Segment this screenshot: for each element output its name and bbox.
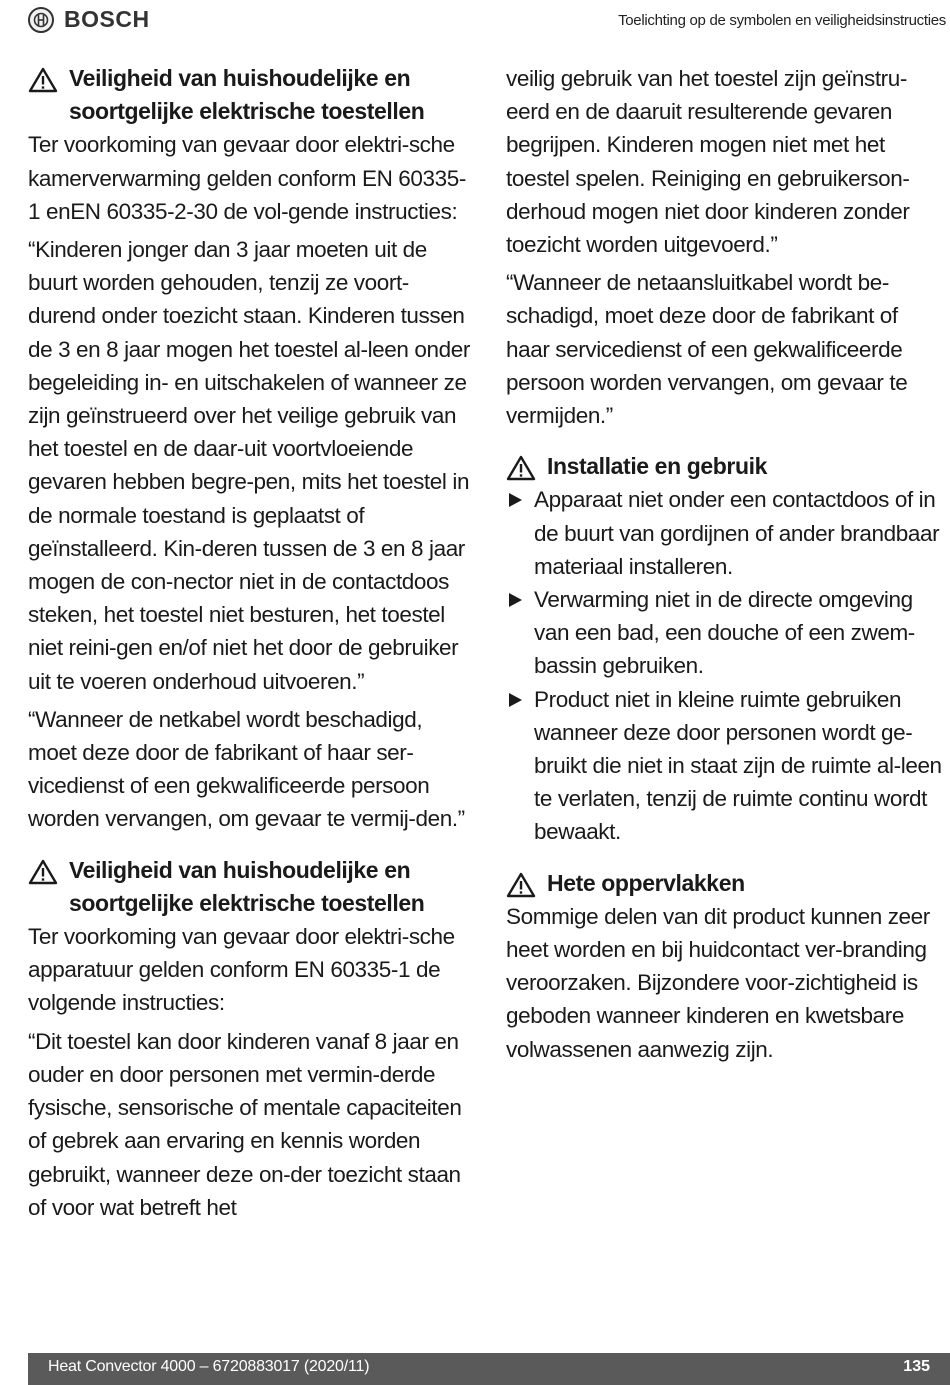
- bullet-triangle-icon: [509, 593, 522, 607]
- list-item-text: Product niet in kleine ruimte gebruiken wanneer deze door personen wordt ge-bruikt die niet in staat zijn de ruimte al-leen te verlaten, tenzij de ruimte continu wordt bewaakt.: [534, 686, 942, 845]
- document-info: Heat Convector 4000 – 6720883017 (2020/11): [48, 1358, 370, 1375]
- left-column: [28, 62, 474, 1229]
- section-heading-text: Veiligheid van huishoudelijke en soortgelijke elektrische toestellen: [69, 65, 425, 125]
- section-heading: [28, 854, 474, 920]
- instruction-list: [506, 483, 946, 848]
- right-column: [506, 62, 946, 1071]
- section-intro: Ter voorkoming van gevaar door elektri-sche apparatuur gelden conform EN 60335-1 de volgende instructies:: [28, 924, 455, 1016]
- quote-paragraph: “Kinderen jonger dan 3 jaar moeten uit de buurt worden gehouden, tenzij ze voort-durend onder toezicht staan. Kinderen tussen de 3 en 8 jaar mogen het toestel al-leen onder begeleiding in- en uitschakelen of wanneer ze zijn geïnstrueerd over het veilige gebruik van het toestel en de daar-uit voortvloeiende gevaren hebben begre-pen, mits het toestel in de normale toestand is geplaatst of geïnstalleerd. Kin-deren tussen de 3 en 8 jaar mogen de con-nector niet in de contactdoos steken, het toestel niet besturen, het toestel niet reini-gen en/of niet het door de gebruiker uit te voeren onderhoud uitvoeren.”: [28, 237, 470, 694]
- section-heading: [28, 62, 474, 128]
- list-item-text: Verwarming niet in de directe omgeving van een bad, een douche of een zwem-bassin gebruiken.: [534, 587, 915, 679]
- bullet-triangle-icon: [509, 693, 522, 707]
- warning-triangle-icon: [506, 455, 536, 481]
- page-number: 135: [903, 1358, 930, 1375]
- list-item-text: Apparaat niet onder een contactdoos of in de buurt van gordijnen of ander brandbaar materiaal installeren.: [534, 487, 940, 579]
- section-heading-text: Hete oppervlakken: [547, 869, 745, 896]
- section-heading-text: Installatie en gebruik: [547, 453, 767, 480]
- page-footer: [28, 1353, 950, 1385]
- section-title: Toelichting op de symbolen en veiligheidsinstructies: [618, 12, 946, 29]
- warning-triangle-icon: [28, 67, 58, 93]
- section-heading: [506, 867, 946, 900]
- quote-paragraph: veilig gebruik van het toestel zijn geïnstru-eerd en de daaruit resulterende gevaren begrijpen. Kinderen mogen niet met het toestel spelen. Reiniging en gebruikerson-derhoud mogen niet door kinderen zonder toezicht worden uitgevoerd.”: [506, 66, 910, 258]
- quote-paragraph: “Wanneer de netaansluitkabel wordt be-schadigd, moet deze door de fabrikant of haar servicedienst of een gekwalificeerde persoon worden vervangen, om gevaar te vermijden.”: [506, 270, 908, 429]
- bosch-logo: [28, 6, 150, 33]
- list-item: [506, 583, 946, 683]
- list-item: [506, 683, 946, 849]
- quote-paragraph: “Wanneer de netkabel wordt beschadigd, moet deze door de fabrikant of haar ser-vicedienst of een gekwalificeerde persoon worden vervangen, om gevaar te vermij-den.”: [28, 706, 465, 832]
- section-intro: Ter voorkoming van gevaar door elektri-sche kamerverwarming gelden conform EN 60335-1 enEN 60335-2-30 de vol-gende instructies:: [28, 132, 466, 224]
- warning-triangle-icon: [28, 859, 58, 885]
- quote-paragraph: “Dit toestel kan door kinderen vanaf 8 jaar en ouder en door personen met vermin-derde fysische, sensorische of mentale capaciteiten of gebrek aan ervaring en kennis worden gebruikt, wanneer deze on-der toezicht staan of voor wat betreft het: [28, 1028, 462, 1220]
- warning-triangle-icon: [506, 872, 536, 898]
- page-header: [0, 0, 950, 44]
- list-item: [506, 483, 946, 583]
- section-heading-text: Veiligheid van huishoudelijke en soortgelijke elektrische toestellen: [69, 856, 425, 916]
- bullet-triangle-icon: [509, 493, 522, 507]
- bosch-logo-icon: [28, 7, 54, 33]
- section-heading: [506, 450, 946, 483]
- brand-name: BOSCH: [64, 6, 150, 32]
- section-body: Sommige delen van dit product kunnen zeer heet worden en bij huidcontact ver-branding veroorzaken. Bijzondere voor-zichtigheid is geboden wanneer kinderen en kwetsbare volwassenen aanwezig zijn.: [506, 903, 930, 1062]
